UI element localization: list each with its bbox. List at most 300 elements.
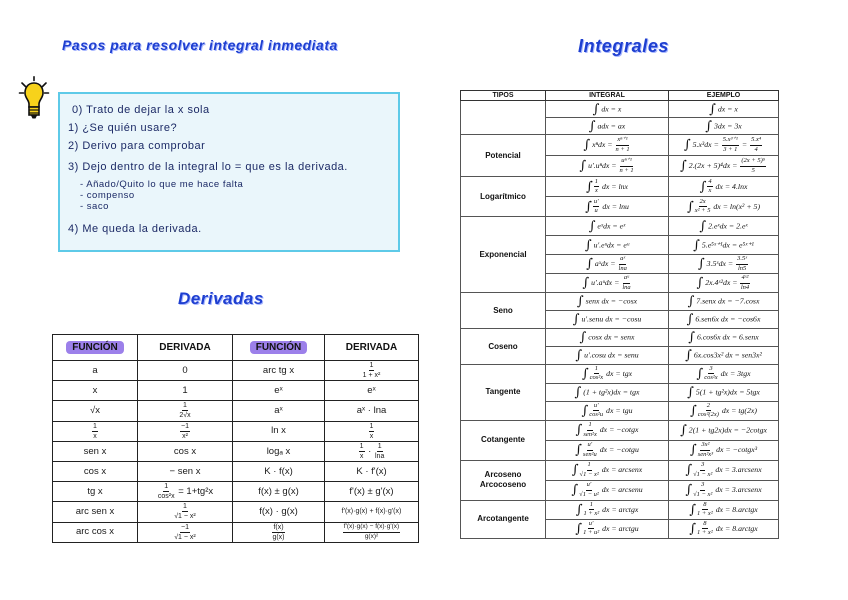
integral-sign: ∫ <box>680 422 687 438</box>
formula-text: 6.cos6x dx = 6.senx <box>695 332 759 342</box>
table-row <box>461 135 779 156</box>
integral-sign: ∫ <box>709 101 716 117</box>
header-derivative-label: DERIVADA <box>159 342 211 353</box>
fraction <box>174 524 196 541</box>
fraction-numerator: 1 <box>594 366 599 375</box>
fraction <box>697 521 713 537</box>
formula-text: 6.sen6x dx = −cos6x <box>693 314 761 324</box>
fraction-denominator: 1 + u² <box>583 529 600 537</box>
fraction <box>616 137 630 153</box>
fraction-numerator: u' <box>587 442 594 451</box>
fraction-numerator: 1 <box>587 422 592 431</box>
integral-example-cell <box>669 293 779 311</box>
integral-sign: ∫ <box>583 137 591 153</box>
formula-text: 3.5ˣdx = <box>704 258 736 268</box>
fraction <box>693 462 712 478</box>
integral-sign: ∫ <box>576 294 584 309</box>
fraction-denominator: sen²x³ <box>697 450 714 458</box>
integral-example-cell <box>669 197 779 217</box>
integral-example-cell <box>669 420 779 440</box>
header-types: TIPOS <box>461 91 546 101</box>
integral-example-cell <box>669 255 779 274</box>
integral-formula-cell <box>546 197 669 217</box>
formula-text: dx = arcsenx <box>599 465 643 475</box>
integral-sign: ∫ <box>585 199 592 214</box>
fraction-denominator: cos²x <box>157 493 175 501</box>
formula-text: dx = −cotgx <box>597 425 639 435</box>
fraction <box>583 422 597 438</box>
formula-text: f(x) ± g(x) <box>258 485 299 497</box>
integral-sign: ∫ <box>571 482 579 498</box>
fraction <box>698 442 713 458</box>
fraction-denominator: cos²u <box>589 411 604 419</box>
integrals-table-body <box>461 101 779 539</box>
fraction-denominator: √1 − x² <box>693 490 713 498</box>
formula-text: dx = ln(x² + 5) <box>711 201 761 211</box>
formula-text: a <box>92 364 98 376</box>
function-cell <box>53 461 138 481</box>
fraction-denominator: 3 + 1 <box>723 145 738 153</box>
integral-example-cell <box>669 347 779 365</box>
table-row <box>53 522 419 542</box>
integral-sign: ∫ <box>686 199 694 214</box>
step-line: 4) Me queda la derivada. <box>68 223 202 235</box>
integral-formula-cell <box>546 255 669 274</box>
integral-sign: ∫ <box>699 218 707 234</box>
fraction-numerator: uⁿ⁺¹ <box>620 158 633 167</box>
formula-text: = 1+tg²x <box>175 486 214 498</box>
formula-text: u'.eᵘdx = eᵘ <box>591 239 630 249</box>
integral-formula-cell <box>546 101 669 118</box>
fraction-denominator: n + 1 <box>615 145 630 153</box>
integral-formula-cell <box>546 156 669 177</box>
integral-formula-cell <box>546 135 669 156</box>
fraction-denominator: x² <box>182 432 188 440</box>
fraction-numerator: u' <box>586 482 593 491</box>
fraction-numerator: 8 <box>702 502 707 511</box>
derivatives-table-body <box>53 361 419 543</box>
table-row <box>461 460 779 480</box>
fraction-denominator: lna <box>622 283 631 291</box>
formula-text: aˣ · lna <box>356 405 387 417</box>
integral-sign: ∫ <box>571 462 579 478</box>
fraction-numerator: −1 <box>181 422 189 430</box>
fraction <box>722 137 739 153</box>
formula-text: cosx dx = senx <box>586 332 635 342</box>
step-line: 2) Derivo para comprobar <box>68 140 206 152</box>
formula-text: · <box>365 445 374 457</box>
integral-example-cell <box>669 236 779 255</box>
fraction <box>359 443 365 460</box>
fraction-denominator: 2√x <box>179 412 191 420</box>
derivative-cell <box>325 361 419 381</box>
function-cell <box>53 421 138 441</box>
formula-text: dx = x <box>715 103 738 113</box>
function-cell <box>233 401 325 421</box>
derivative-cell <box>325 502 419 522</box>
formula-text: 1 <box>182 385 188 397</box>
integral-example-cell <box>669 440 779 460</box>
formula-text: sen x <box>83 445 107 457</box>
integral-example-cell <box>669 383 779 402</box>
formula-text: aˣ <box>274 405 283 417</box>
steps-list <box>60 94 398 250</box>
fraction <box>369 423 375 440</box>
lightbulb-icon <box>18 76 50 122</box>
fraction-numerator: u' <box>593 403 600 412</box>
fraction-denominator: x <box>708 187 712 194</box>
derivative-cell <box>325 482 419 502</box>
formula-text: 2.(2x + 5)⁴dx = <box>686 160 740 170</box>
fraction <box>579 482 599 498</box>
header-example: EJEMPLO <box>669 91 779 101</box>
fraction-numerator: 8 <box>702 521 707 530</box>
fraction-numerator: 3 <box>700 462 705 471</box>
fraction-numerator: f'(x)·g(x) − f(x)·g'(x) <box>343 524 400 533</box>
formula-text: dx = 3.arcsenx <box>713 485 762 495</box>
fraction-numerator: 1 <box>369 422 374 430</box>
formula-text: f'(x) ± g'(x) <box>349 485 394 497</box>
derivative-cell <box>138 522 233 542</box>
header-derivative <box>325 335 419 361</box>
derivative-cell <box>138 461 233 481</box>
formula-text: dx = −cotgx³ <box>714 445 758 455</box>
step-line: - compenso <box>80 190 135 201</box>
integral-formula-cell <box>546 500 669 519</box>
formula-text: 5.x³dx = <box>690 139 721 149</box>
table-row <box>461 420 779 440</box>
formula-text: xⁿdx = <box>590 139 615 149</box>
header-function <box>53 335 138 361</box>
formula-text: 6x.cos3x² dx = sen3x² <box>691 350 762 360</box>
formula-text: dx = arcsenu <box>599 485 643 495</box>
integral-type-cell: Tangente <box>461 365 546 421</box>
function-cell <box>233 482 325 502</box>
table-row <box>53 441 419 461</box>
formula-text: K · f'(x) <box>356 465 387 477</box>
derivative-cell <box>138 361 233 381</box>
fraction <box>707 179 712 195</box>
integral-type-cell: Arcotangente <box>461 500 546 538</box>
header-function-label: FUNCIÓN <box>250 341 308 354</box>
integral-sign: ∫ <box>690 403 697 419</box>
formula-text: 2.eˣdx = 2.eˣ <box>706 220 748 230</box>
formula-text: tg x <box>87 485 103 497</box>
steps-title: Pasos para resolver integral inmediata <box>62 37 338 53</box>
function-cell <box>233 381 325 401</box>
integral-sign: ∫ <box>696 275 704 291</box>
formula-text: senx dx = −cosx <box>583 296 638 306</box>
fraction <box>695 199 711 215</box>
formula-text: dx = 4.lnx <box>713 181 748 191</box>
fraction <box>704 366 718 382</box>
table-row <box>461 500 779 519</box>
integral-formula-cell <box>546 383 669 402</box>
fraction-numerator: 3 <box>708 366 713 375</box>
integral-sign: ∫ <box>579 158 587 174</box>
table-row <box>461 293 779 311</box>
fraction-denominator: 1 + x² <box>362 372 381 380</box>
fraction <box>583 442 597 458</box>
function-cell <box>53 401 138 421</box>
fraction-numerator: 1 <box>164 483 169 491</box>
integral-formula-cell <box>546 177 669 197</box>
integral-example-cell <box>669 519 779 538</box>
fraction <box>740 158 766 174</box>
fraction-denominator: cos²x <box>589 374 604 382</box>
formula-text: dx = 8.arctgx <box>713 523 758 533</box>
derivative-cell <box>138 482 233 502</box>
fraction <box>750 137 762 153</box>
function-cell <box>233 461 325 481</box>
formula-text: 7.senx dx = −7.cosx <box>694 296 760 306</box>
fraction-denominator: g(x) <box>272 533 285 541</box>
formula-text: eˣ <box>367 385 376 397</box>
integral-sign: ∫ <box>586 256 593 272</box>
table-header-row <box>461 91 779 101</box>
table-row <box>53 482 419 502</box>
integral-sign: ∫ <box>689 502 697 518</box>
fraction-numerator: xⁿ⁺¹ <box>616 137 628 146</box>
fraction-numerator: 3 <box>700 482 705 491</box>
formula-text: 3dx = 3x <box>712 120 742 130</box>
fraction-denominator: √1 − x² <box>174 513 196 521</box>
function-cell <box>233 361 325 381</box>
integral-example-cell <box>669 402 779 421</box>
integral-sign: ∫ <box>575 442 582 458</box>
fraction-denominator: g(x)² <box>364 532 379 540</box>
fraction-denominator: 1 + x² <box>697 510 713 518</box>
formula-text: dx = tg(2x) <box>719 405 757 415</box>
integral-sign: ∫ <box>581 403 589 419</box>
table-row <box>461 217 779 236</box>
derivative-cell <box>325 522 419 542</box>
formula-text: arc tg x <box>262 364 295 376</box>
integral-formula-cell <box>546 365 669 384</box>
formula-text: eˣ <box>274 385 283 397</box>
fraction-numerator: (2x + 5)⁵ <box>740 158 766 167</box>
integral-sign: ∫ <box>689 442 697 458</box>
integral-sign: ∫ <box>575 502 583 518</box>
integral-sign: ∫ <box>582 275 590 291</box>
derivative-cell <box>325 421 419 441</box>
fraction <box>583 502 599 518</box>
table-row <box>53 502 419 522</box>
integral-sign: ∫ <box>683 137 691 153</box>
fraction-denominator: x <box>369 432 374 440</box>
fraction-denominator: sen²x <box>583 430 597 438</box>
derivative-cell <box>325 381 419 401</box>
table-row <box>53 381 419 401</box>
function-cell <box>53 441 138 461</box>
integral-formula-cell <box>546 118 669 135</box>
fraction-denominator: 1 + x² <box>697 529 713 537</box>
fraction <box>698 403 719 419</box>
fraction-numerator: 1 <box>594 179 599 188</box>
fraction-numerator: aˣ <box>619 256 626 265</box>
formula-text: x <box>92 385 98 397</box>
fraction-numerator: 1 <box>377 442 382 450</box>
fraction-denominator: lna <box>375 452 385 460</box>
derivative-cell <box>138 421 233 441</box>
fraction-numerator: 1 <box>359 442 364 450</box>
fraction <box>619 256 627 272</box>
integral-type-cell: Seno <box>461 293 546 329</box>
integral-formula-cell <box>546 440 669 460</box>
fraction-denominator: x <box>93 432 97 440</box>
integral-sign: ∫ <box>592 101 600 117</box>
function-cell <box>233 421 325 441</box>
formula-text: dx = 3.arcsenx <box>713 465 762 475</box>
formula-text: dx = 8.arctgx <box>713 504 758 514</box>
fraction <box>179 402 190 419</box>
integral-sign: ∫ <box>697 256 705 272</box>
integral-sign: ∫ <box>572 312 580 327</box>
formula-text: 0 <box>182 364 188 376</box>
integral-formula-cell <box>546 311 669 329</box>
fraction-numerator: 5.x³⁺¹ <box>722 137 739 146</box>
derivative-cell <box>325 401 419 421</box>
fraction-denominator: 5 <box>751 166 755 174</box>
header-function <box>233 335 325 361</box>
steps-box <box>58 92 400 252</box>
formula-text: (1 + tg²x)dx = tgx <box>581 387 640 397</box>
fraction-numerator: 1 <box>587 462 592 471</box>
formula-text: cos x <box>173 445 197 457</box>
table-row <box>53 461 419 481</box>
integral-example-cell <box>669 135 779 156</box>
integral-example-cell <box>669 177 779 197</box>
integral-formula-cell <box>546 274 669 293</box>
formula-text: logₐ x <box>266 445 291 457</box>
formula-text: √x <box>90 405 100 417</box>
formula-text: dx = lnu <box>600 201 629 211</box>
integrals-table <box>460 90 779 539</box>
integral-sign: ∫ <box>705 118 713 134</box>
fraction-numerator: 1 <box>183 402 187 410</box>
integral-example-cell <box>669 500 779 519</box>
integral-sign: ∫ <box>584 237 592 253</box>
fraction-denominator: cos²x <box>704 374 718 382</box>
integral-sign: ∫ <box>696 366 704 382</box>
header-integral: INTEGRAL <box>546 91 669 101</box>
integral-example-cell <box>669 311 779 329</box>
fraction <box>697 502 713 518</box>
fraction <box>594 179 599 195</box>
fraction-numerator: u' <box>588 521 595 530</box>
derivative-cell <box>138 401 233 421</box>
integral-example-cell <box>669 101 779 118</box>
fraction <box>736 256 748 272</box>
function-cell <box>233 502 325 522</box>
fraction <box>693 482 712 498</box>
fraction-denominator: √1 − x² <box>579 470 599 478</box>
integral-type-cell: Arcoseno Arcocoseno <box>461 460 546 500</box>
fraction-denominator: lna <box>618 264 627 272</box>
formula-text: dx = arctgu <box>600 523 639 533</box>
formula-text: eˣdx = eˣ <box>595 220 626 230</box>
integral-formula-cell <box>546 329 669 347</box>
fraction-denominator: ln5 <box>737 264 747 272</box>
fraction-denominator: sen²u <box>582 450 597 458</box>
formula-text: dx = arctgx <box>600 504 639 514</box>
integral-formula-cell <box>546 217 669 236</box>
header-function-label: FUNCIÓN <box>66 341 124 354</box>
integral-sign: ∫ <box>581 366 589 382</box>
integral-type-cell: Coseno <box>461 329 546 365</box>
fraction <box>740 275 749 291</box>
fraction-numerator: f(x) <box>273 523 284 531</box>
fraction-numerator: −1 <box>181 523 189 531</box>
integral-example-cell <box>669 329 779 347</box>
fraction-numerator: 3x² <box>700 442 710 451</box>
function-cell <box>233 441 325 461</box>
fraction-denominator: √1 − x² <box>693 470 713 478</box>
formula-text: arc sen x <box>75 506 115 518</box>
integral-type-cell: Cotangente <box>461 420 546 460</box>
fraction-numerator: aᵘ <box>623 275 630 284</box>
integral-sign: ∫ <box>693 237 700 253</box>
integral-example-cell <box>669 365 779 384</box>
fraction-numerator: 1 <box>183 503 187 511</box>
function-cell <box>53 381 138 401</box>
formula-text: dx = tgu <box>604 405 633 415</box>
fraction-denominator: n + 1 <box>619 166 634 174</box>
fraction-denominator: 1 + x² <box>583 510 600 518</box>
fraction <box>180 423 190 440</box>
formula-text: dx = x <box>599 103 622 113</box>
integral-type-cell: Potencial <box>461 135 546 177</box>
fraction <box>622 275 630 291</box>
table-row <box>53 421 419 441</box>
fraction-numerator: 2 <box>706 403 711 412</box>
fraction-denominator: x <box>359 452 364 460</box>
fraction <box>92 423 98 440</box>
fraction <box>583 521 599 537</box>
integral-sign: ∫ <box>687 294 695 309</box>
formula-text: aˣdx = <box>592 258 618 268</box>
formula-text: ln x <box>271 425 286 437</box>
integral-formula-cell <box>546 236 669 255</box>
fraction-denominator: x² + 5 <box>694 207 711 214</box>
integral-sign: ∫ <box>588 118 596 134</box>
integral-formula-cell <box>546 347 669 365</box>
formula-text: adx = ax <box>595 120 626 130</box>
formula-text: − sen x <box>169 465 201 477</box>
integral-formula-cell <box>546 480 669 500</box>
formula-text: K · f(x) <box>264 465 293 477</box>
formula-text: f(x) · g(x) <box>259 506 298 518</box>
integral-example-cell <box>669 118 779 135</box>
fraction <box>272 524 284 541</box>
integral-example-cell <box>669 480 779 500</box>
integral-example-cell <box>669 217 779 236</box>
integral-formula-cell <box>546 402 669 421</box>
formula-text: f'(x)·g(x) + f(x)·g'(x) <box>341 508 402 516</box>
step-line: - Añado/Quito lo que me hace falta <box>80 179 244 190</box>
fraction <box>580 462 599 478</box>
fraction <box>158 483 175 500</box>
fraction-numerator: 1 <box>93 422 97 430</box>
formula-text: u'.cosu dx = senu <box>582 350 639 360</box>
header-derivative-label: DERIVADA <box>345 342 398 353</box>
function-cell <box>53 502 138 522</box>
step-line: 3) Dejo dentro de la integral lo = que es la derivada. <box>68 161 348 173</box>
integral-type-cell: Exponencial <box>461 217 546 293</box>
derivative-cell <box>138 441 233 461</box>
function-cell <box>53 482 138 502</box>
derivative-cell <box>138 502 233 522</box>
